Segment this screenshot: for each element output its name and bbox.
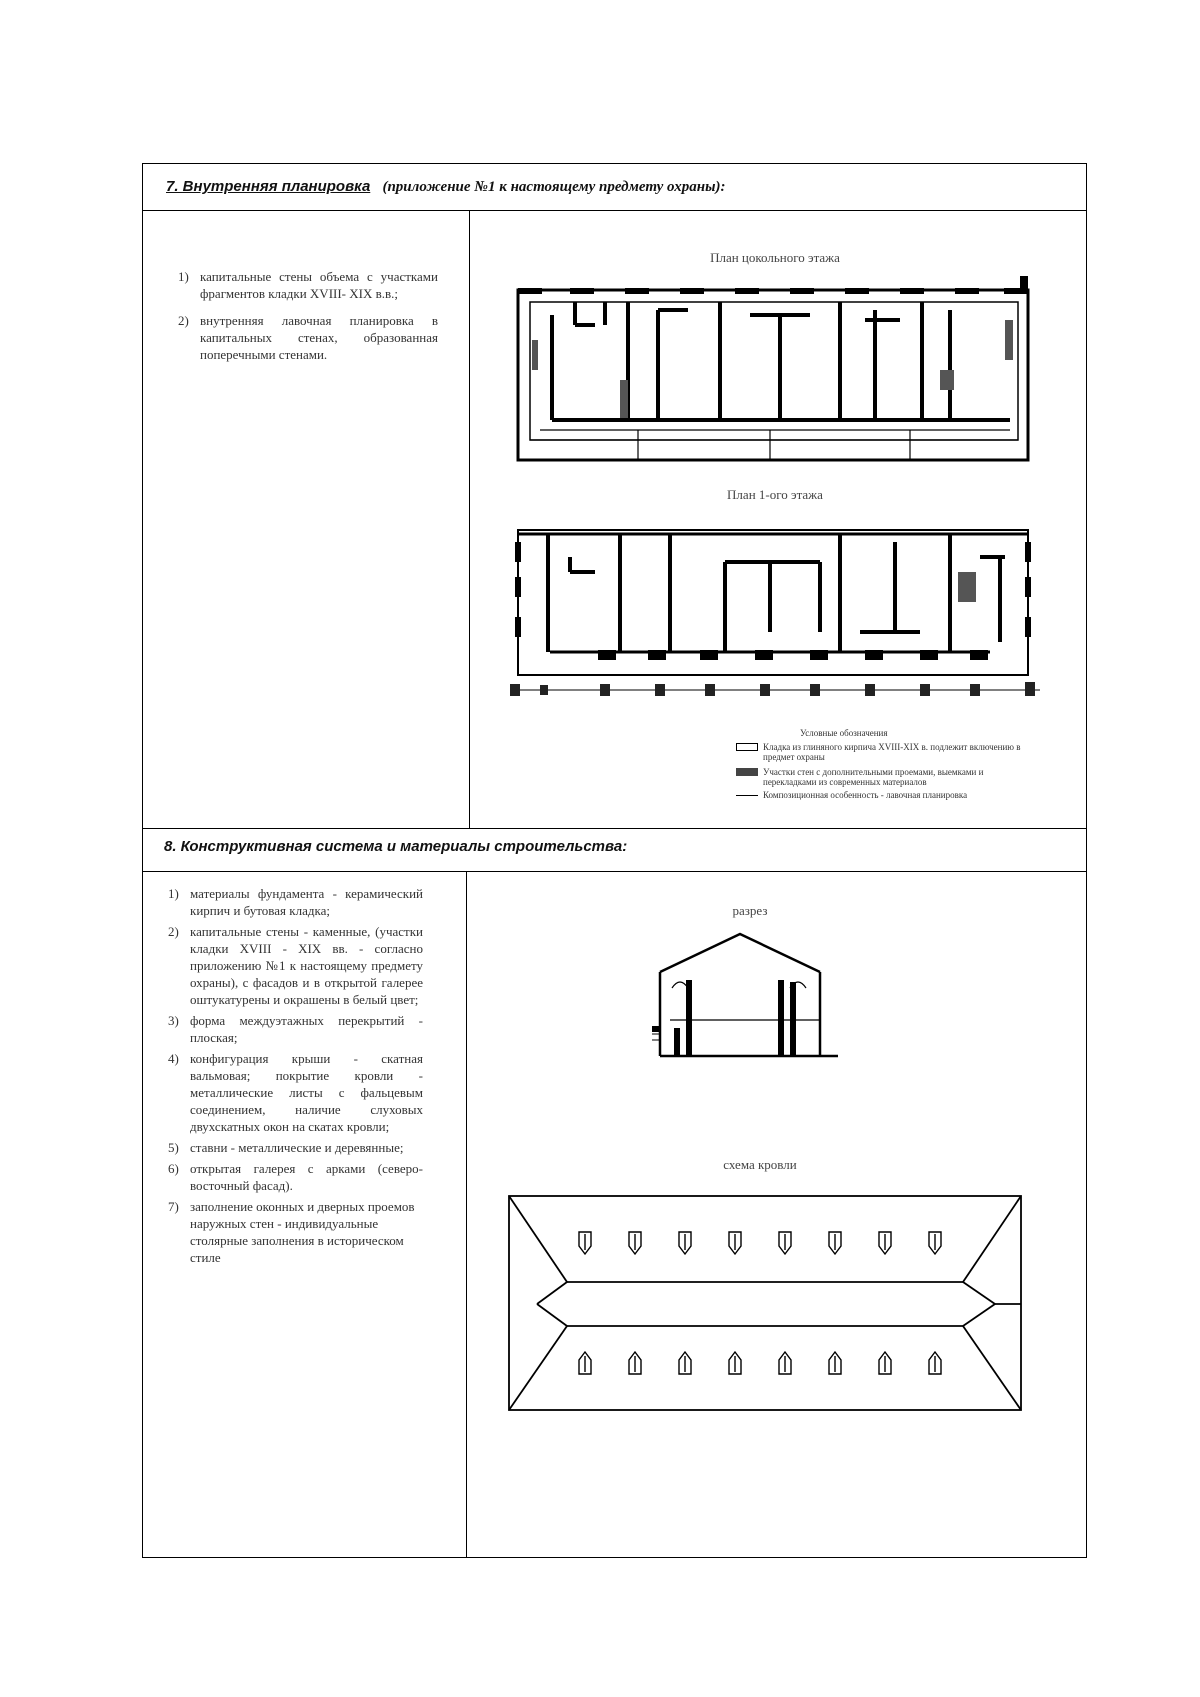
legend-title: Условные обозначения	[800, 728, 888, 738]
list-item	[168, 923, 423, 1008]
divider-s8-column	[466, 871, 467, 1558]
item-text: открытая галерея с арками (северо-восточный фасад).	[190, 1161, 423, 1193]
item-text: материалы фундамента - керамический кирпич и бутовая кладка;	[190, 886, 423, 918]
legend-swatch-filled	[736, 768, 758, 776]
basement-plan-drawing	[510, 280, 1040, 470]
section-cut-caption: разрез	[732, 903, 768, 918]
item-number: 6)	[168, 1161, 179, 1176]
section8-list	[168, 885, 423, 1270]
section7-note: (приложение №1 к настоящему предмету охраны):	[382, 179, 726, 195]
item-number: 4)	[168, 1051, 179, 1066]
item-number: 1)	[168, 886, 179, 901]
legend-label: Композиционная особенность - лавочная планировка	[763, 790, 968, 800]
legend-label: Участки стен с дополнительными проемами, выемками и перекладками из современных материалов	[763, 767, 984, 787]
list-item	[178, 312, 438, 363]
section7-heading	[166, 178, 725, 196]
item-number: 3)	[168, 1013, 179, 1028]
item-number: 7)	[168, 1199, 179, 1214]
first-floor-plan-drawing	[510, 522, 1040, 702]
list-item	[168, 1139, 423, 1156]
item-text: заполнение оконных и дверных проемов наружных стен - индивидуальные столярные заполнения в историческом стиле	[190, 1199, 415, 1265]
legend-swatch-outline	[736, 743, 758, 751]
item-text: ставни - металлические и деревянные;	[190, 1140, 404, 1155]
section8-title: 8. Конструктивная система и материалы строительства:	[164, 838, 628, 855]
item-number: 5)	[168, 1140, 179, 1155]
building-section-drawing	[650, 930, 850, 1070]
section7-list	[178, 268, 438, 367]
divider-s7-header	[142, 210, 1087, 211]
divider-s8-top	[142, 828, 1087, 829]
plan2-caption: План 1-ого этажа	[727, 487, 823, 502]
item-text: капитальные стены объема с участками фрагментов кладки XVIII- XIX в.в.;	[200, 269, 438, 301]
item-text: форма междуэтажных перекрытий - плоская;	[190, 1013, 423, 1045]
legend-swatch-line	[736, 795, 758, 796]
list-item	[168, 1160, 423, 1194]
section7-title: 7. Внутренняя планировка	[166, 178, 371, 195]
divider-s8-header	[142, 871, 1087, 872]
legend	[740, 728, 1050, 738]
list-item	[168, 885, 423, 919]
legend-label: Кладка из глиняного кирпича XVIII-XIX в. подлежит включению в предмет охраны	[763, 742, 1021, 762]
divider-s7-column	[469, 210, 470, 828]
item-text: капитальные стены - каменные, (участки кладки XVIII - XIX вв. - согласно приложению №1 к настоящему предмету охраны), с фасадов и в открытой галерее оштукатурены и окрашены в белый цвет;	[190, 924, 423, 1007]
plan1-caption: План цокольного этажа	[710, 250, 840, 265]
item-number: 2)	[178, 313, 189, 328]
legend-row-modern-material	[736, 767, 1036, 787]
roof-scheme-caption: схема кровли	[723, 1157, 797, 1172]
list-item	[168, 1198, 423, 1266]
list-item	[168, 1050, 423, 1135]
list-item	[168, 1012, 423, 1046]
legend-row-historic-masonry	[736, 742, 1036, 762]
item-number: 2)	[168, 924, 179, 939]
list-item	[178, 268, 438, 302]
legend-row-shop-layout	[736, 790, 1056, 800]
item-text: конфигурация крыши - скатная вальмовая; покрытие кровли - металлические листы с фальцевым соединением, наличие слуховых двухскатных окон на скатах кровли;	[190, 1051, 423, 1134]
item-text: внутренняя лавочная планировка в капитальных стенах, образованная поперечными стенами.	[200, 313, 438, 362]
roof-scheme-drawing	[507, 1194, 1023, 1414]
item-number: 1)	[178, 269, 189, 284]
